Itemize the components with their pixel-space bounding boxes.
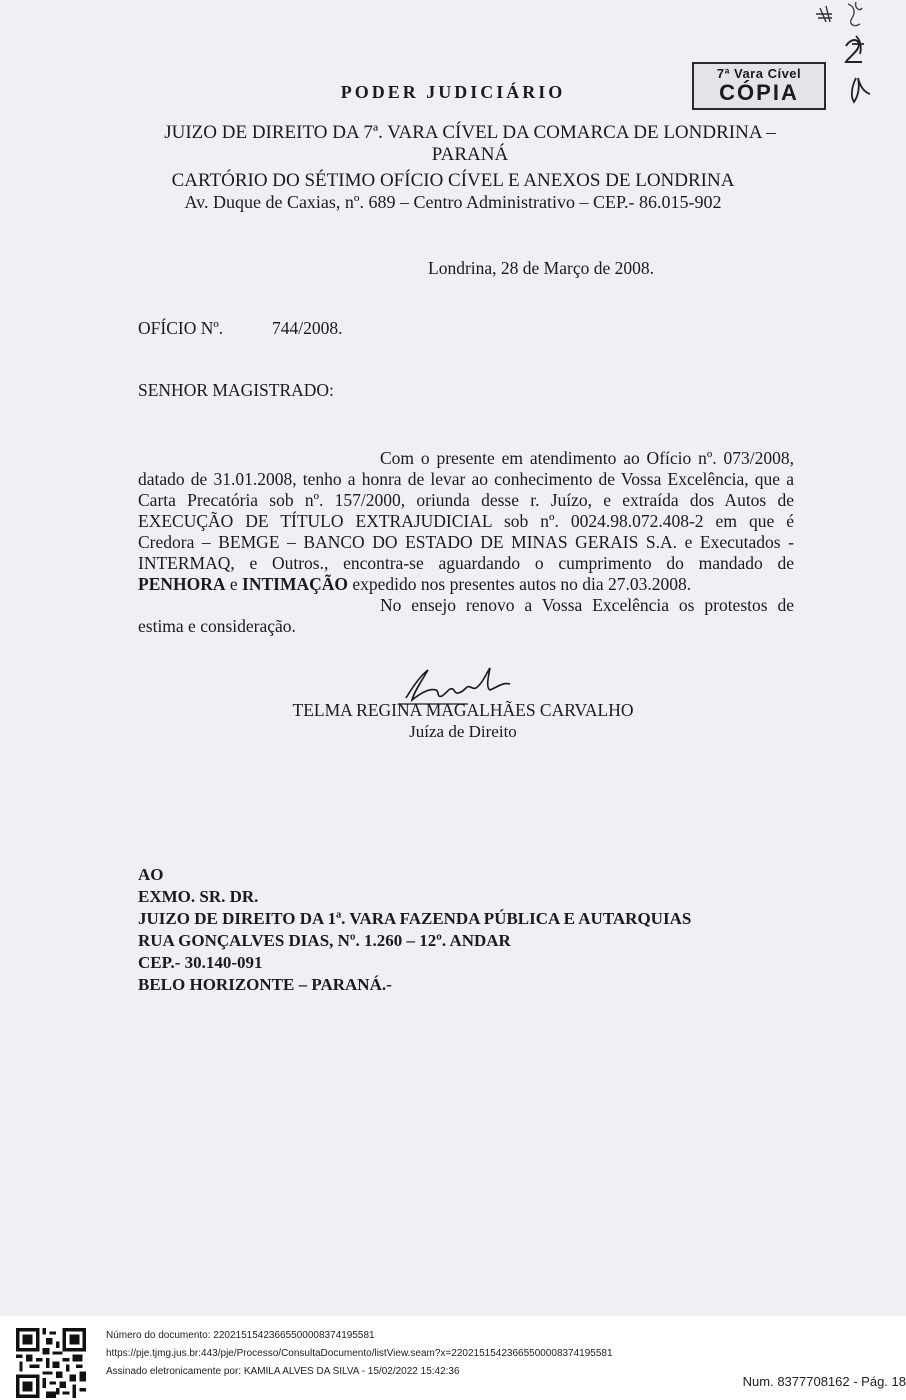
conjunction: e	[229, 574, 238, 594]
body-line: Carta Precatória sob nº. 157/2000, oriunda desse r. Juízo, e extraída dos Autos de	[138, 490, 794, 510]
recipient-line: JUIZO DE DIREITO DA 1ª. VARA FAZENDA PÚBLICA E AUTARQUIAS	[138, 909, 692, 928]
body-line-rest: expedido nos presentes autos no dia 27.03.2008.	[352, 574, 692, 594]
body-line: estima e consideração.	[138, 616, 296, 636]
header-address: Av. Duque de Caxias, nº. 689 – Centro Administrativo – CEP.- 86.015-902	[184, 192, 722, 212]
body-line: No ensejo renovo a Vossa Excelência os protestos de	[380, 595, 794, 615]
body-line: Credora – BEMGE – BANCO DO ESTADO DE MINAS GERAIS S.A. e Executados -	[138, 532, 794, 552]
page-footer	[0, 1316, 906, 1400]
stamp-copy-label: CÓPIA	[719, 80, 799, 105]
body-paragraph	[138, 448, 794, 637]
date-line: Londrina, 28 de Março de 2008.	[428, 258, 654, 278]
salutation: SENHOR MAGISTRADO:	[138, 380, 334, 400]
signed-by: Assinado eletronicamente por: KAMILA ALVES DA SILVA - 15/02/2022 15:42:36	[106, 1366, 460, 1377]
recipient-block	[138, 864, 691, 996]
oficio-label: OFÍCIO Nº.	[138, 318, 224, 338]
header-court	[160, 122, 780, 166]
header-title: PODER JUDICIÁRIO	[340, 82, 566, 102]
header-court-line1: JUIZO DE DIREITO DA 7ª. VARA CÍVEL DA COMARCA DE LONDRINA –	[164, 122, 776, 143]
page-reference: Num. 8377708162 - Pág. 18	[742, 1374, 906, 1389]
doc-number: Número do documento: 22021515423665500008374195581	[106, 1330, 375, 1341]
body-line: Com o presente em atendimento ao Ofício nº. 073/2008,	[380, 448, 794, 468]
recipient-line: EXMO. SR. DR.	[138, 887, 259, 906]
body-line	[138, 574, 794, 595]
recipient-line: CEP.- 30.140-091	[138, 953, 263, 972]
header-registry: CARTÓRIO DO SÉTIMO OFÍCIO CÍVEL E ANEXOS DE LONDRINA	[171, 170, 735, 191]
stamp-court: 7ª Vara Cível	[716, 66, 802, 81]
penhora-bold: PENHORA	[138, 574, 226, 594]
body-line: EXECUÇÃO DE TÍTULO EXTRAJUDICIAL sob nº. 0024.98.072.408-2 em que é	[138, 511, 794, 531]
recipient-line: RUA GONÇALVES DIAS, Nº. 1.260 – 12º. ANDAR	[138, 931, 511, 950]
signer-name: TELMA REGINA MAGALHÃES CARVALHO	[292, 700, 634, 720]
oficio-number: 744/2008.	[272, 318, 343, 338]
body-line: datado de 31.01.2008, tenho a honra de levar ao conhecimento de Vossa Excelência, que a	[138, 469, 794, 489]
body-line: INTERMAQ, e Outros., encontra-se aguardando o cumprimento do mandado de	[138, 553, 794, 573]
recipient-line: BELO HORIZONTE – PARANÁ.-	[138, 975, 392, 994]
header-court-line2: PARANÁ	[431, 144, 509, 165]
signer-role: Juíza de Direito	[409, 722, 517, 741]
recipient-line: AO	[138, 865, 164, 884]
doc-url[interactable]: https://pje.tjmg.jus.br:443/pje/Processo/ConsultaDocumento/listView.seam?x=22021515423665500008374195581	[106, 1348, 613, 1359]
qr-code-icon	[16, 1328, 86, 1398]
intimacao-bold: INTIMAÇÃO	[242, 574, 349, 594]
